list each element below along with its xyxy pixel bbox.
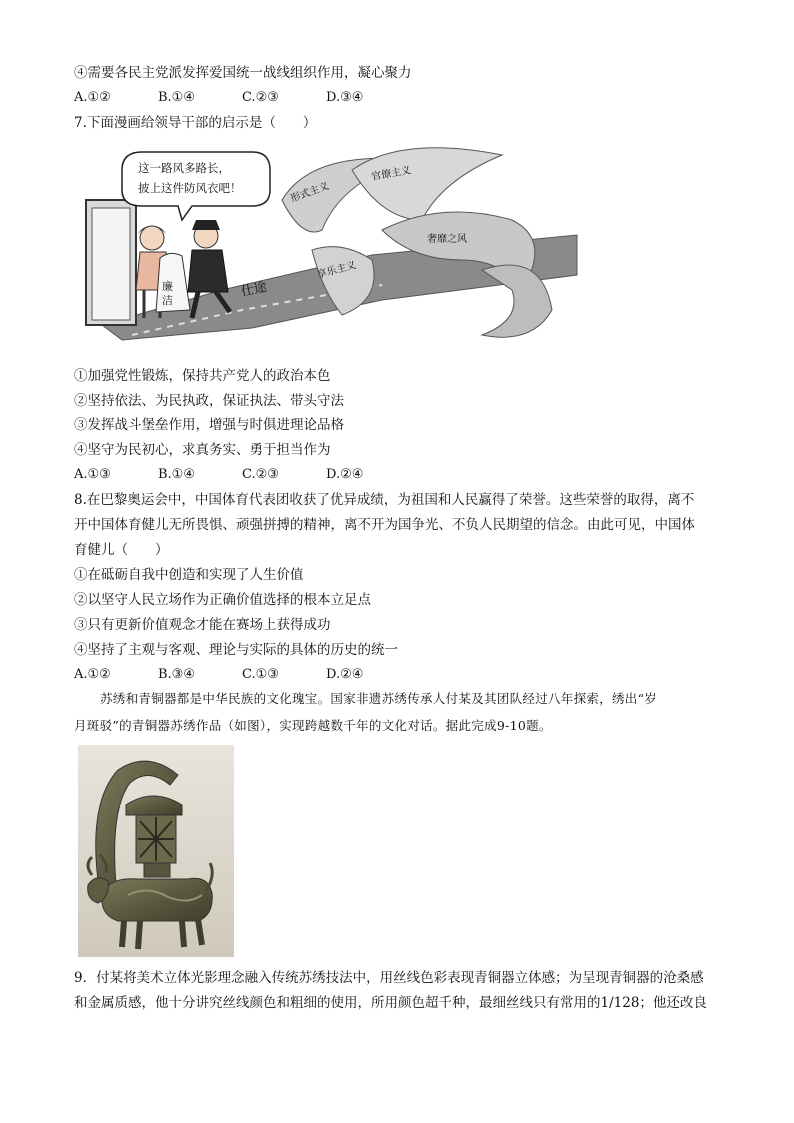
q8-options [74, 667, 410, 682]
q8-option-a: A.①② [74, 667, 111, 682]
q8-option-b: B.③④ [158, 667, 195, 682]
q7-option-d: D.②④ [326, 467, 364, 482]
q8-stem-line-2: 开中国体育健儿无所畏惧、顽强拼搏的精神，离不开为国争光、不负人民期望的信念。由此可见，中国体 [74, 517, 695, 533]
q6-option-a: A.①② [74, 90, 111, 105]
q8-item-2: ②以坚守人民立场作为正确价值选择的根本立足点 [74, 592, 371, 608]
q6-option-d: D.③④ [326, 90, 364, 105]
q7-item-2: ②坚持依法、为民执政，保证执法、带头守法 [74, 393, 344, 409]
speech-line-1: 这一路风多路长， [138, 161, 230, 175]
wind-label-bureaucratism: 官僚主义 [370, 165, 412, 183]
q8-option-d: D.②④ [326, 667, 364, 682]
q7-item-1: ①加强党性锻炼，保持共产党人的政治本色 [74, 368, 331, 384]
q9-line-1: 9．付某将美术立体光影理念融入传统苏绣技法中，用丝线色彩表现青铜器立体感；为呈现青铜器的沧桑感 [74, 970, 704, 986]
q6-option-b: B.①④ [158, 90, 195, 105]
bronze-embroidery-photo [78, 745, 234, 957]
q8-item-4: ④坚持了主观与客观、理论与实际的具体的历史的统一 [74, 642, 398, 658]
material-line-2: 月斑驳”的青铜器苏绣作品（如图），实现跨越数千年的文化对话。据此完成9-10题。 [74, 718, 552, 733]
q7-stem: 7.下面漫画给领导干部的启示是（ ） [74, 115, 317, 131]
road-label: 仕途 [239, 279, 269, 300]
speech-line-2: 披上这件防风衣吧！ [138, 181, 242, 195]
q7-option-a: A.①③ [74, 467, 111, 482]
cloak-label-1: 廉 [162, 280, 173, 293]
q7-item-4: ④坚守为民初心，求真务实、勇于担当作为 [74, 442, 331, 458]
q8-option-c: C.①③ [242, 667, 279, 682]
q6-options [74, 90, 410, 105]
wind-label-hedonism: 享乐主义 [315, 259, 358, 281]
q7-cartoon [82, 140, 582, 350]
q7-item-3: ③发挥战斗堡垒作用，增强与时俱进理论品格 [74, 417, 344, 433]
wind-label-formalism: 形式主义 [289, 180, 331, 205]
q6-item-4: ④需要各民主党派发挥爱国统一战线组织作用，凝心聚力 [74, 65, 412, 81]
q6-option-c: C.②③ [242, 90, 279, 105]
q8-item-1: ①在砥砺自我中创造和实现了人生价值 [74, 567, 304, 583]
q8-stem-line-3: 育健儿（ ） [74, 542, 169, 558]
material-line-1: 苏绣和青铜器都是中华民族的文化瑰宝。国家非遗苏绣传承人付某及其团队经过八年探索，绣出“岁 [100, 691, 658, 706]
q9-line-2: 和金属质感，他十分讲究丝线颜色和粗细的使用，所用颜色超千种，最细丝线只有常用的1/128；他还改良 [74, 995, 707, 1011]
cloak-label-2: 洁 [162, 294, 173, 307]
q7-option-b: B.①④ [158, 467, 195, 482]
q7-option-c: C.②③ [242, 467, 279, 482]
q8-stem-line-1: 8.在巴黎奥运会中，中国体育代表团收获了优异成绩，为祖国和人民赢得了荣誉。这些荣誉的取得，离不 [74, 492, 695, 508]
q8-item-3: ③只有更新价值观念才能在赛场上获得成功 [74, 617, 331, 633]
wind-label-extravagance: 奢靡之风 [427, 234, 467, 245]
q7-options [74, 467, 410, 482]
